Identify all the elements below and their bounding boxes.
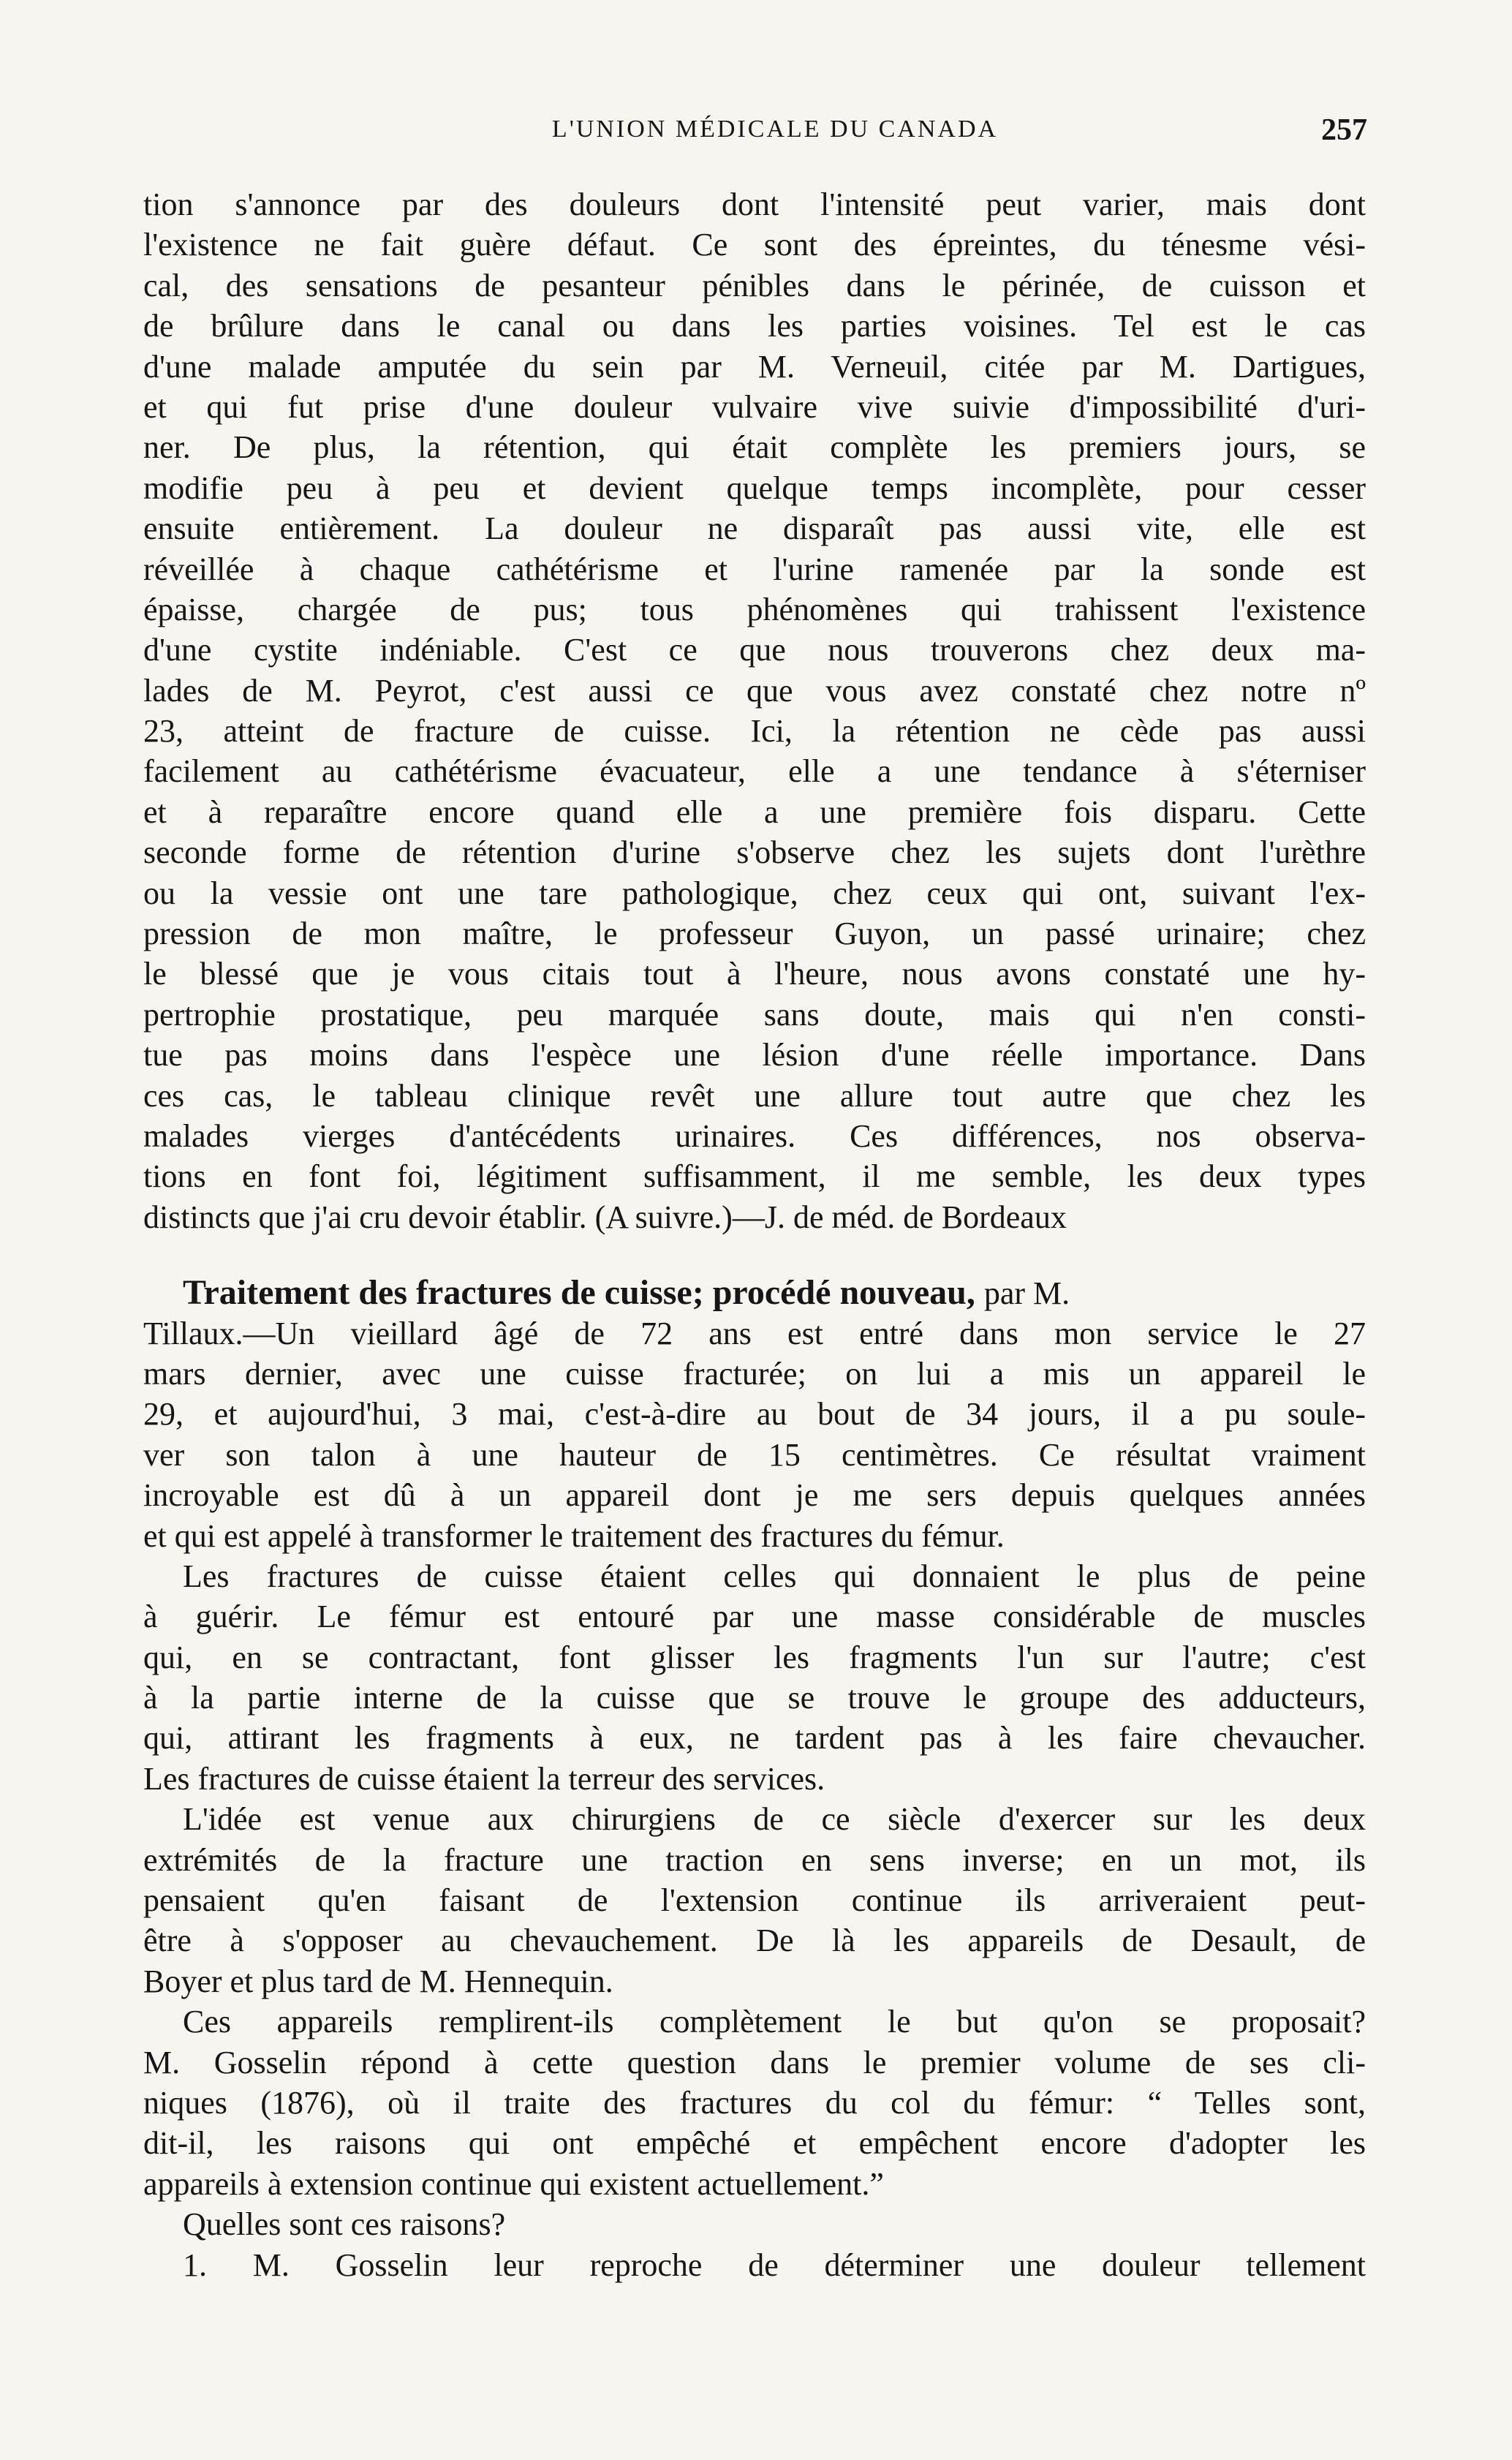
text-line: malades vierges d'antécédents urinaires. Ces différences, nos observa- (143, 1117, 1366, 1154)
text-line: lades de M. Peyrot, c'est aussi ce que vous avez constaté chez notre nº (143, 672, 1366, 709)
text-line: qui, en se contractant, font glisser les fragments l'un sur l'autre; c'est (143, 1639, 1366, 1675)
text-line: appareils à extension continue qui existent actuellement.” (143, 2165, 884, 2202)
text-line: Boyer et plus tard de M. Hennequin. (143, 1963, 613, 1999)
text-line: réveillée à chaque cathétérisme et l'urine ramenée par la sonde est (143, 551, 1366, 587)
text-line: 1. M. Gosselin leur reproche de déterminer une douleur tellement (183, 2246, 1366, 2283)
text-line: d'une malade amputée du sein par M. Verneuil, citée par M. Dartigues, (143, 348, 1366, 385)
running-title: L'UNION MÉDICALE DU CANADA (551, 116, 999, 143)
text-line: ner. De plus, la rétention, qui était complète les premiers jours, se (143, 429, 1366, 466)
text-line: l'existence ne fait guère défaut. Ce sont des épreintes, du ténesme vési- (143, 227, 1366, 263)
text-line: le blessé que je vous citais tout à l'heure, nous avons constaté une hy- (143, 956, 1366, 992)
text-line: et à reparaître encore quand elle a une première fois disparu. Cette (143, 793, 1366, 830)
text-line: et qui fut prise d'une douleur vulvaire vive suivie d'impossibilité d'uri- (143, 388, 1366, 425)
page-number: 257 (1321, 113, 1367, 147)
text-line: M. Gosselin répond à cette question dans le premier volume de ses cli- (143, 2044, 1366, 2080)
text-line: épaisse, chargée de pus; tous phénomènes qui trahissent l'existence (143, 591, 1366, 627)
text-line: niques (1876), où il traite des fractures du col du fémur: “ Telles sont, (143, 2084, 1366, 2121)
text-line: pensaient qu'en faisant de l'extension continue ils arriveraient peut- (143, 1882, 1366, 1919)
article-byline: par M. (983, 1275, 1070, 1312)
text-line: de brûlure dans le canal ou dans les parties voisines. Tel est le cas (143, 308, 1366, 344)
text-line: à la partie interne de la cuisse que se trouve le groupe des adducteurs, (143, 1680, 1366, 1716)
text-line: ces cas, le tableau clinique revêt une allure tout autre que chez les (143, 1077, 1366, 1114)
body-text (143, 184, 1366, 2285)
text-line: tion s'annonce par des douleurs dont l'intensité peut varier, mais dont (143, 186, 1366, 222)
text-line: 23, atteint de fracture de cuisse. Ici, la rétention ne cède pas aussi (143, 713, 1366, 750)
text-line: pression de mon maître, le professeur Guyon, un passé urinaire; chez (143, 916, 1366, 952)
text-line: Les fractures de cuisse étaient la terreur des services. (143, 1760, 825, 1797)
article-heading (143, 1272, 1366, 1313)
text-line: L'idée est venue aux chirurgiens de ce siècle d'exercer sur les deux (183, 1801, 1366, 1838)
text-line: Ces appareils remplirent-ils complètement le but qu'on se proposait? (183, 2004, 1366, 2040)
text-line: pertrophie prostatique, peu marquée sans doute, mais qui n'en consti- (143, 996, 1366, 1033)
text-line: être à s'opposer au chevauchement. De là les appareils de Desault, de (143, 1923, 1366, 1959)
text-line: d'une cystite indéniable. C'est ce que nous trouverons chez deux ma- (143, 632, 1366, 668)
text-line: ensuite entièrement. La douleur ne disparaît pas aussi vite, elle est (143, 510, 1366, 547)
text-line: dit-il, les raisons qui ont empêché et empêchent encore d'adopter les (143, 2125, 1366, 2162)
text-line: qui, attirant les fragments à eux, ne tardent pas à les faire chevaucher. (143, 1720, 1366, 1757)
text-line: ou la vessie ont une tare pathologique, chez ceux qui ont, suivant l'ex- (143, 875, 1366, 911)
text-line: cal, des sensations de pesanteur pénibles dans le périnée, de cuisson et (143, 267, 1366, 303)
running-header (183, 113, 1367, 159)
text-line: extrémités de la fracture une traction en sens inverse; en un mot, ils (143, 1841, 1366, 1878)
article-title: Traitement des fractures de cuisse; procédé nouveau, (183, 1273, 975, 1313)
text-line: Les fractures de cuisse étaient celles qui donnaient le plus de peine (183, 1558, 1366, 1594)
text-line: et qui est appelé à transformer le traitement des fractures du fémur. (143, 1517, 1005, 1554)
text-line: Quelles sont ces raisons? (183, 2206, 506, 2243)
text-line-source: distincts que j'ai cru devoir établir. (A suivre.)—J. de méd. de Bordeaux (143, 1199, 1067, 1235)
text-line: seconde forme de rétention d'urine s'observe chez les sujets dont l'urèthre (143, 834, 1366, 871)
text-line: 29, et aujourd'hui, 3 mai, c'est-à-dire au bout de 34 jours, il a pu soule- (143, 1396, 1366, 1433)
text-line: mars dernier, avec une cuisse fracturée; on lui a mis un appareil le (143, 1355, 1366, 1392)
text-line: Tillaux.—Un vieillard âgé de 72 ans est entré dans mon service le 27 (143, 1315, 1366, 1351)
text-line: à guérir. Le fémur est entouré par une masse considérable de muscles (143, 1599, 1366, 1635)
text-line: ver son talon à une hauteur de 15 centimètres. Ce résultat vraiment (143, 1436, 1366, 1473)
text-line: facilement au cathétérisme évacuateur, elle a une tendance à s'éterniser (143, 753, 1366, 790)
text-line: tue pas moins dans l'espèce une lésion d'une réelle importance. Dans (143, 1037, 1366, 1074)
text-line: tions en font foi, légitiment suffisamment, il me semble, les deux types (143, 1158, 1366, 1195)
text-line: incroyable est dû à un appareil dont je me sers depuis quelques années (143, 1477, 1366, 1514)
text-line: modifie peu à peu et devient quelque temps incomplète, pour cesser (143, 469, 1366, 506)
